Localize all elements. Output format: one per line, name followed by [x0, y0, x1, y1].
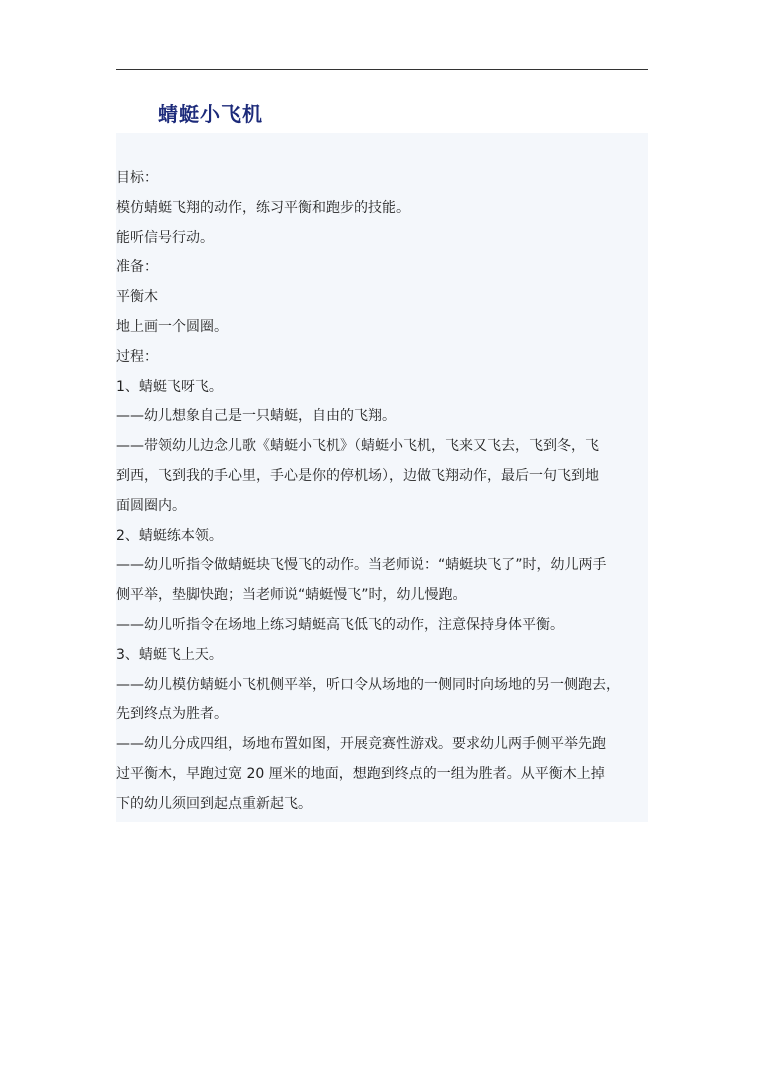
- step-heading: 2、蜻蜓练本领。: [116, 527, 223, 544]
- body-line: 地上画一个圆圈。: [116, 318, 228, 335]
- step-heading: 1、蜻蜓飞呀飞。: [116, 378, 223, 395]
- body-line: ——带领幼儿边念儿歌《蜻蜓小飞机》（蜻蜓小飞机，飞来又飞去，飞到冬，飞: [116, 438, 599, 455]
- header-rule: [116, 69, 648, 70]
- section-heading-process: 过程：: [116, 348, 158, 365]
- body-line: 平衡木: [116, 289, 158, 306]
- section-heading-preparation: 准备：: [116, 259, 158, 276]
- body-line: 过平衡木，早跑过宽 20 厘米的地面，想跑到终点的一组为胜者。从平衡木上掉: [116, 765, 605, 782]
- body-line: ——幼儿想象自己是一只蜻蜓，自由的飞翔。: [116, 408, 396, 425]
- body-line: ——幼儿听指令做蜻蜓块飞慢飞的动作。当老师说：“蜻蜓块飞了”时，幼儿两手: [116, 557, 607, 574]
- step-heading: 3、蜻蜓飞上天。: [116, 646, 223, 663]
- body-line: 侧平举，垫脚快跑；当老师说“蜻蜓慢飞”时，幼儿慢跑。: [116, 587, 467, 604]
- body-line: 能听信号行动。: [116, 229, 214, 246]
- body-line: 先到终点为胜者。: [116, 706, 228, 723]
- body-line: ——幼儿听指令在场地上练习蜻蜓高飞低飞的动作，注意保持身体平衡。: [116, 616, 564, 633]
- body-line: ——幼儿分成四组，场地布置如图，开展竞赛性游戏。要求幼儿两手侧平举先跑: [116, 736, 606, 753]
- body-line: ——幼儿模仿蜻蜓小飞机侧平举，听口令从场地的一侧同时向场地的另一侧跑去，: [116, 676, 620, 693]
- body-line: 到西，飞到我的手心里，手心是你的停机场），边做飞翔动作，最后一句飞到地: [116, 467, 599, 484]
- body-line: 下的幼儿须回到起点重新起飞。: [116, 795, 312, 812]
- body-line: 模仿蜻蜓飞翔的动作，练习平衡和跑步的技能。: [116, 199, 410, 216]
- section-heading-goal: 目标：: [116, 170, 158, 186]
- body-line: 面圆圈内。: [116, 497, 186, 514]
- document-title: 蜻蜓小飞机: [158, 102, 263, 126]
- body-text: [116, 164, 650, 820]
